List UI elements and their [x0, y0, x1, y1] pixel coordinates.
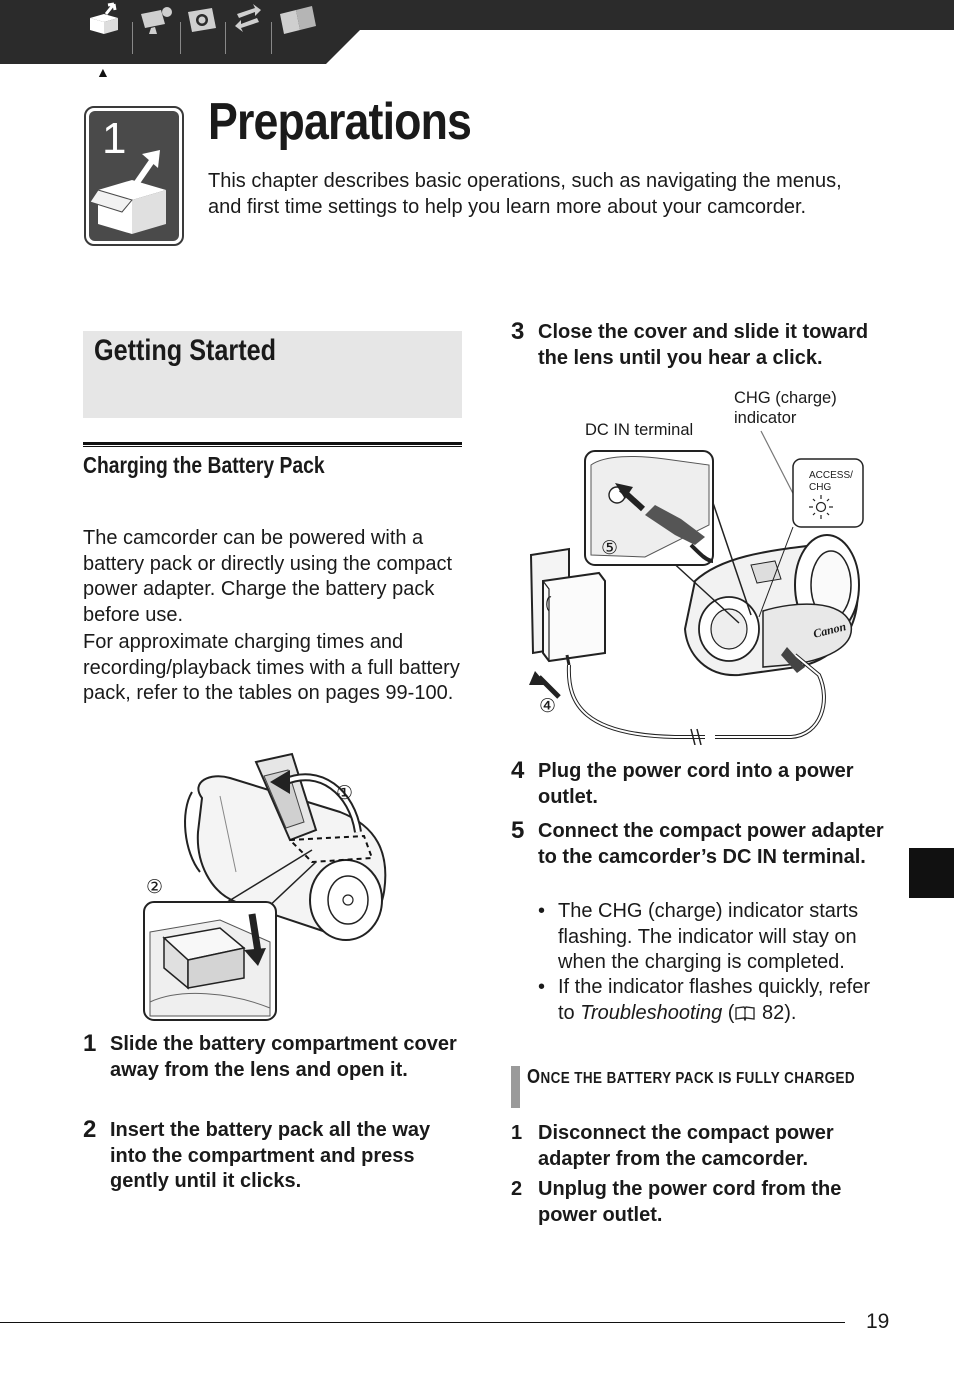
once-heading-rest: NCE THE BATTERY PACK IS FULLY CHARGED	[540, 1070, 855, 1087]
charging-illustration	[525, 385, 870, 745]
bullet-2-ref-page: 82).	[756, 1001, 797, 1024]
battery-callout-1: ①	[336, 783, 354, 804]
bullet-dot: •	[538, 900, 546, 922]
battery-illustration	[140, 752, 402, 1024]
subsection-title: Charging the Battery Pack	[83, 452, 325, 478]
section-heading-box	[83, 331, 462, 418]
troubleshooting-link[interactable]: Troubleshooting	[580, 1001, 723, 1024]
subsection-rule	[83, 442, 462, 447]
once-step-1-text: Disconnect the compact power adapter from the camcorder.	[538, 1122, 834, 1170]
step-5-bullet-1	[538, 899, 888, 976]
chapter-thumb-tab	[909, 848, 954, 898]
once-step-2-number: 2	[511, 1178, 523, 1200]
intro-paragraph: The camcorder can be powered with a battery pack or directly using the compact power adapter. Charge the battery pack before use.	[83, 527, 453, 626]
page-number: 19	[866, 1310, 890, 1333]
book-icon[interactable]	[276, 0, 316, 36]
step-4-number: 4	[511, 757, 525, 784]
subheading-bar	[511, 1066, 520, 1108]
once-charged-heading	[527, 1066, 855, 1089]
lamp-text-line-1: ACCESS/	[809, 470, 853, 481]
section-title: Getting Started	[94, 334, 277, 367]
battery-insertion-figure	[140, 752, 402, 1024]
photo-camera-icon[interactable]	[184, 0, 224, 36]
chapter-badge-graphic	[84, 106, 184, 246]
tab-divider	[271, 22, 272, 54]
step-2-number: 2	[83, 1116, 97, 1143]
step-3-text: Close the cover and slide it toward the lens until you hear a click.	[538, 321, 869, 369]
video-camera-icon[interactable]	[137, 0, 177, 36]
once-step-2-text: Unplug the power cord from the power outlet.	[538, 1178, 842, 1226]
camcorder-brand-logo: Canon	[811, 619, 848, 641]
step-3-number: 3	[511, 318, 525, 345]
charging-times-paragraph: For approximate charging times and recording/playback times with a full battery pack, refer to the tables on pages 99-100.	[83, 631, 460, 704]
charge-callout-5: ⑤	[601, 538, 619, 559]
chg-label-line-1: CHG (charge)	[734, 389, 837, 407]
step-1-text: Slide the battery compartment cover away from the lens and open it.	[110, 1033, 457, 1081]
lamp-text-line-2: CHG	[809, 482, 832, 493]
dc-in-terminal-label: DC IN terminal	[585, 421, 694, 439]
preparations-box-icon[interactable]	[86, 0, 126, 36]
chapter-number: 1	[102, 114, 127, 163]
charge-callout-4: ④	[539, 696, 557, 717]
chg-label-line-2: indicator	[734, 409, 797, 427]
chapter-title: Preparations	[208, 93, 472, 151]
chapter-description: This chapter describes basic operations, such as navigating the menus, and first time settings to help you learn more about your camcorder.	[208, 170, 842, 218]
external-connections-icon[interactable]	[229, 0, 269, 36]
active-tab-marker: ▲	[96, 64, 110, 80]
bullet-2-prefix: If the indicator flashes quickly, refer to	[558, 976, 870, 1024]
book-reference-icon	[734, 1005, 756, 1021]
bullet-1-text: The CHG (charge) indicator starts flashing. The indicator will stay on when the charging is completed.	[558, 900, 859, 973]
step-5-number: 5	[511, 817, 525, 844]
tab-divider	[225, 22, 226, 54]
chapter-nav-bar	[0, 0, 954, 64]
bullet-dot: •	[538, 976, 546, 998]
lamp-text	[809, 470, 853, 494]
step-4-text: Plug the power cord into a power outlet.	[538, 760, 854, 808]
step-2-text: Insert the battery pack all the way into the compartment and press gently until it clicks.	[110, 1119, 431, 1192]
once-step-1-number: 1	[511, 1122, 523, 1144]
tab-divider	[180, 22, 181, 54]
step-5-text: Connect the compact power adapter to the camcorder’s DC IN terminal.	[538, 820, 884, 868]
footer-rule	[0, 1322, 845, 1323]
once-heading-initial: O	[527, 1066, 541, 1088]
chapter-badge	[84, 106, 184, 246]
bullet-2-ref-open: (	[722, 1001, 735, 1024]
step-1-number: 1	[83, 1030, 97, 1057]
step-5-bullet-2	[538, 975, 888, 1026]
charging-connection-figure	[525, 385, 870, 745]
tab-divider	[132, 22, 133, 54]
battery-callout-2: ②	[146, 877, 164, 898]
